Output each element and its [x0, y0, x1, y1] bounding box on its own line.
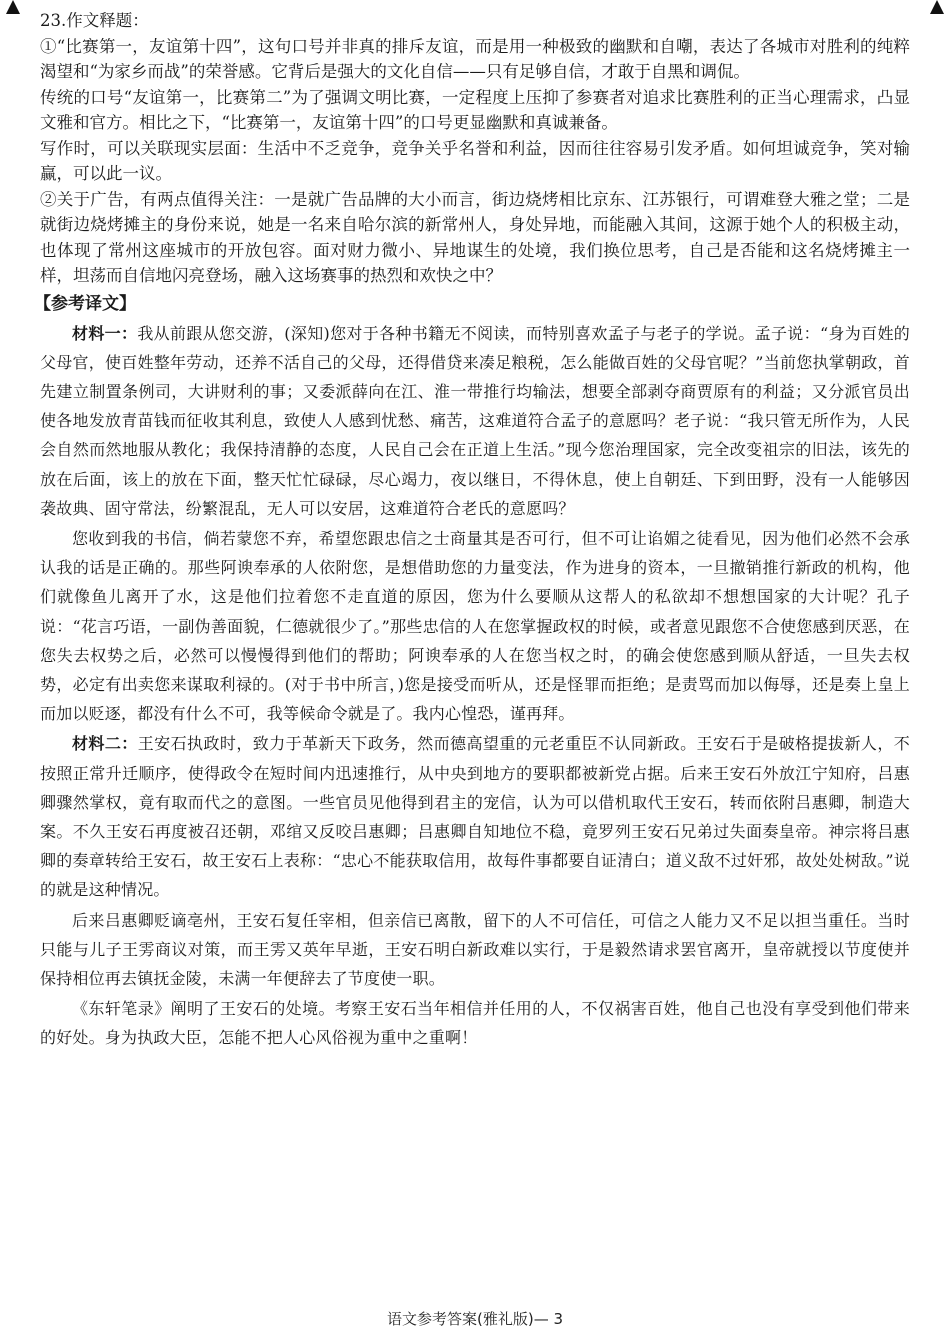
- answer-page: [34, 8, 910, 1053]
- material-2-label: 材料二：: [72, 734, 138, 754]
- material-1-text-1: 我从前跟从您交游，(深知)您对于各种书籍无不阅读，而特别喜欢孟子与老子的学说。孟子说：“身为百姓的父母官，使百姓整年劳动，还养不活自己的父母，还得借贷来凑足粮税，怎么能做百姓的父母官呢？”当前您执掌朝政，首先建立制置条例司，大讲财利的事；又委派薛向在江、淮一带推行均输法，想要全部剥夺商贾原有的利益；又分派官员出使各地发放青苗钱而征收其利息，致使人人感到忧愁、痛苦，这难道符合孟子的意愿吗？老子说：“我只管无所作为，人民会自然而然地服从教化；我保持清静的态度，人民自己会在正道上生活。”现今您治理国家，完全改变祖宗的旧法，该先的放在后面，该上的放在下面，整天忙忙碌碌，尽心竭力，夜以继日，不得休息，使上自朝廷、下到田野，没有一人能够因袭故典、固守常法，纷繁混乱，无人可以安居，这难道符合老氏的意愿吗？: [40, 323, 910, 518]
- material-2-paragraph-1: [40, 729, 910, 904]
- material-2-paragraph-2: 后来吕惠卿贬谪亳州，王安石复任宰相，但亲信已离散，留下的人不可信任，可信之人能力又不足以担当重任。当时只能与儿子王雱商议对策，而王雱又英年早逝，王安石明白新政难以实行，于是毅然请求罢官离开，皇帝就授以节度使并保持相位再去镇抚金陵，未满一年便辞去了节度使一职。: [40, 910, 910, 988]
- material-2-paragraph-3: 《东轩笔录》阐明了王安石的处境。考察王安石当年相信并任用的人，不仅祸害百姓，他自己也没有享受到他们带来的好处。身为执政大臣，怎能不把人心风俗视为重中之重啊！: [40, 999, 910, 1048]
- corner-registration-mark-right: [930, 0, 944, 14]
- essay-paragraph-4: ②关于广告，有两点值得关注：一是就广告品牌的大小而言，街边烧烤相比京东、江苏银行，可谓难登大雅之堂；二是就街边烧烤摊主的身份来说，她是一名来自哈尔滨的新常州人，身处异地，而能融入其间，这源于她个人的积极主动，也体现了常州这座城市的开放包容。面对财力微小、异地谋生的处境，我们换位思考，自己是否能和这名烧烤摊主一样，坦荡而自信地闪亮登场，融入这场赛事的热烈和欢快之中？: [40, 189, 910, 285]
- question-23-title: 23.作文释题：: [40, 11, 149, 30]
- essay-explanation-section: [40, 8, 910, 289]
- material-1-paragraph-2: 您收到我的书信，倘若蒙您不弃，希望您跟忠信之士商量其是否可行，但不可让谄媚之徒看见，因为他们必然不会承认我的话是正确的。那些阿谀奉承的人依附您，是想借助您的力量变法，作为进身的资本，一旦撤销推行新政的机构，他们就像鱼儿离开了水，这是他们拉着您不走直道的原因，您为什么要顺从这帮人的私欲却不想想国家的大计呢？孔子说：“花言巧语，一副伪善面貌，仁德就很少了。”那些忠信的人在您掌握政权的时候，或者意见跟您不合使您感到厌恶，在您失去权势之后，必然可以慢慢得到他们的帮助；阿谀奉承的人在您当权之时，的确会使您感到顺从舒适，一旦失去权势，必定有出卖您来谋取利禄的。(对于书中所言，)您是接受而听从，还是怪罪而拒绝；是责骂而加以侮辱，还是奏上皇上而加以贬逐，都没有什么不可，我等候命令就是了。我内心惶恐，谨再拜。: [40, 528, 910, 724]
- reference-translation-section: [40, 319, 910, 1053]
- essay-paragraph-2: 传统的口号“友谊第一，比赛第二”为了强调文明比赛，一定程度上压抑了参赛者对追求比赛胜利的正当心理需求，凸显文雅和官方。相比之下，“比赛第一，友谊第十四”的口号更显幽默和真诚兼备。: [40, 87, 910, 132]
- corner-registration-mark-left: [6, 0, 20, 14]
- essay-paragraph-3: 写作时，可以关联现实层面：生活中不乏竞争，竞争关乎名誉和利益，因而往往容易引发矛盾。如何坦诚竞争，笑对输赢，可以此一议。: [40, 138, 910, 183]
- reference-translation-heading: 【参考译文】: [34, 293, 136, 314]
- essay-paragraph-1: ①“比赛第一，友谊第十四”，这句口号并非真的排斥友谊，而是用一种极致的幽默和自嘲，表达了各城市对胜利的纯粹渴望和“为家乡而战”的荣誉感。它背后是强大的文化自信——只有足够自信，才敢于自黑和调侃。: [40, 36, 910, 81]
- material-1-paragraph-1: [40, 319, 910, 523]
- material-1-label: 材料一：: [72, 323, 138, 343]
- material-2-text-1: 王安石执政时，致力于革新天下政务，然而德高望重的元老重臣不认同新政。王安石于是破格提拔新人，不按照正常升迁顺序，使得政令在短时间内迅速推行，从中央到地方的要职都被新党占据。后来王安石外放江宁知府，吕惠卿骤然掌权，竟有取而代之的意图。一些官员见他得到君主的宠信，认为可以借机取代王安石，转而依附吕惠卿，制造大案。不久王安石再度被召还朝，邓绾又反咬吕惠卿；吕惠卿自知地位不稳，竟罗列王安石兄弟过失面奏皇帝。神宗将吕惠卿的奏章转给王安石，故王安石上表称：“忠心不能获取信用，故每件事都要自证清白；道义敌不过奸邪，故处处树敌。”说的就是这种情况。: [40, 734, 910, 900]
- page-footer: 语文参考答案(雅礼版)— 3: [386, 1310, 564, 1328]
